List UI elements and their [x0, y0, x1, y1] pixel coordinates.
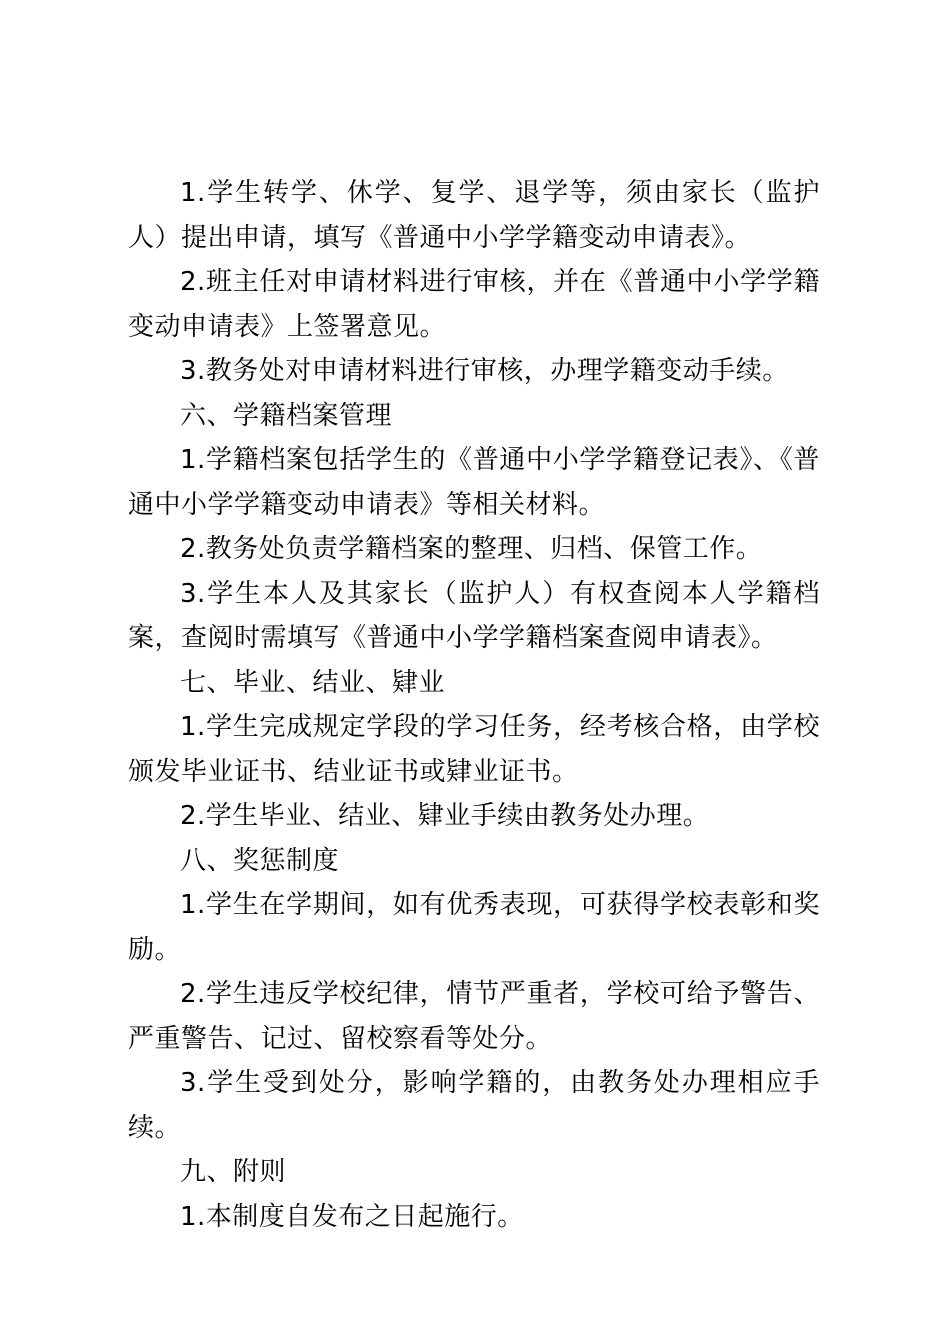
paragraph-archive-access: 3.学生本人及其家长（监护人）有权查阅本人学籍档案，查阅时需填写《普通中小学学籍档案查阅申请表》。 — [128, 578, 820, 653]
paragraph-certificates: 1.学生完成规定学段的学习任务，经考核合格，由学校颁发毕业证书、结业证书或肄业证书。 — [128, 712, 820, 787]
document-body — [128, 171, 820, 1239]
paragraph-transfer-application: 1.学生转学、休学、复学、退学等，须由家长（监护人）提出申请，填写《普通中小学学籍变动申请表》。 — [128, 178, 820, 253]
paragraph-archive-keeping: 2.教务处负责学籍档案的整理、归档、保管工作。 — [180, 534, 763, 564]
paragraph-discipline: 2.学生违反学校纪律，情节严重者，学校可给予警告、严重警告、记过、留校察看等处分。 — [128, 979, 820, 1054]
section-heading-rewards: 八、奖惩制度 — [180, 845, 340, 876]
paragraph-rewards: 1.学生在学期间，如有优秀表现，可获得学校表彰和奖励。 — [128, 890, 820, 965]
paragraph-teacher-review: 2.班主任对申请材料进行审核，并在《普通中小学学籍变动申请表》上签署意见。 — [128, 267, 820, 342]
paragraph-office-processing: 3.教务处对申请材料进行审核，办理学籍变动手续。 — [180, 356, 789, 386]
paragraph-graduation-procedure: 2.学生毕业、结业、肄业手续由教务处办理。 — [180, 801, 710, 831]
paragraph-archive-contents: 1.学籍档案包括学生的《普通中小学学籍登记表》、《普通中小学学籍变动申请表》等相关材料。 — [128, 445, 820, 520]
paragraph-effective-date: 1.本制度自发布之日起施行。 — [180, 1201, 524, 1232]
section-heading-appendix: 九、附则 — [180, 1157, 287, 1187]
section-heading-graduation: 七、毕业、结业、肄业 — [180, 667, 446, 698]
section-heading-archive: 六、学籍档案管理 — [180, 400, 393, 431]
paragraph-discipline-procedure: 3.学生受到处分，影响学籍的，由教务处办理相应手续。 — [128, 1068, 820, 1143]
